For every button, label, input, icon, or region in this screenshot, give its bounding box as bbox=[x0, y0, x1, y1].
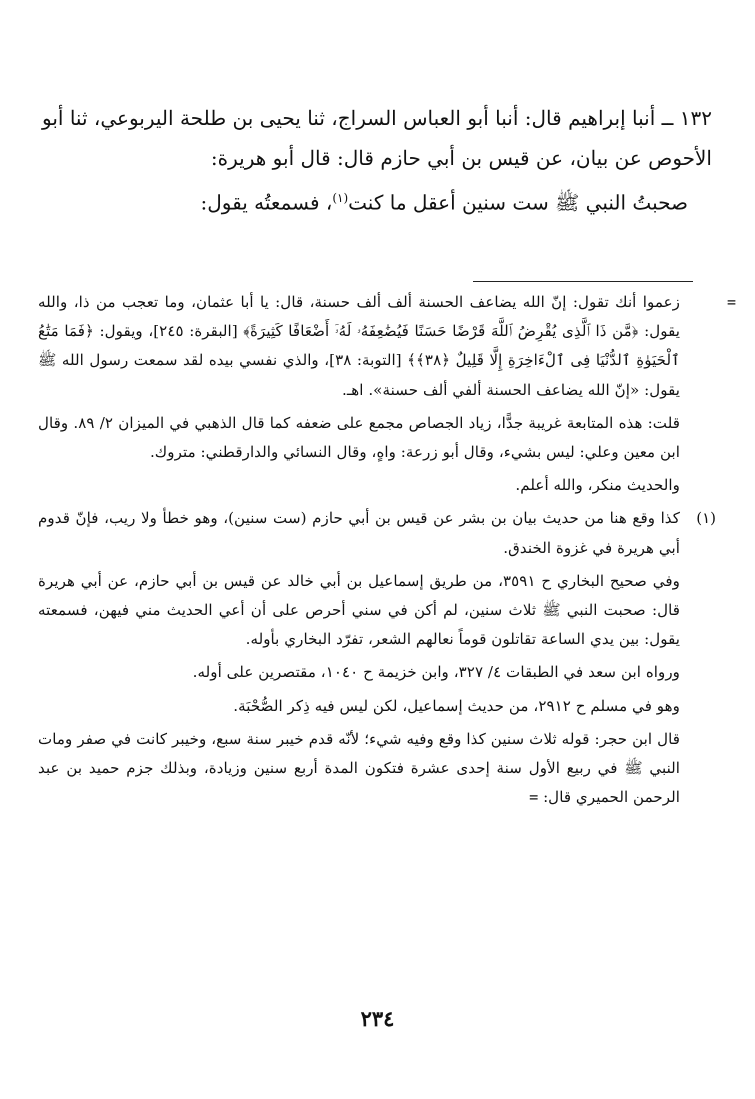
footnote-paragraph: كذا وقع هنا من حديث بيان بن بشر عن قيس بن أبي حازم (ست سنين)، وهو خطأ ولا ريب، فإنّ قدوم أبي هريرة في غزوة الخندق. bbox=[38, 509, 680, 557]
footnote-paragraph bbox=[38, 725, 680, 813]
footnote-1 bbox=[36, 504, 716, 812]
footnote-paragraph: ورواه ابن سعد في الطبقات ٤/ ٣٢٧، وابن خزيمة ح ١٠٤٠، مقتصرين على أوله. bbox=[192, 663, 680, 682]
matn-text: صحبتُ النبي ﷺ ست سنين أعقل ما كنت bbox=[348, 190, 688, 215]
footnote-reference: (١) bbox=[332, 191, 349, 205]
matn-text-continued: ، فسمعتُه يقول: bbox=[200, 190, 333, 215]
footnote-paragraph: وفي صحيح البخاري ح ٣٥٩١، من طريق إسماعيل بن أبي خالد عن قيس بن أبي حازم، عن أبي هريرة قال: صحبت النبي ﷺ ثلاث سنين، لم أكن في سني أحرص على أن أعي الحديث مني فيهن، فسمعته يقول: بين يدي الساعة تقاتلون قوماً نعالهم الشعر، تفرّد البخاري بأوله. bbox=[38, 571, 680, 649]
footnote-continuation bbox=[36, 288, 736, 500]
footnotes bbox=[36, 288, 736, 816]
footnote-paragraph: زعموا أنك تقول: إنّ الله يضاعف الحسنة ألف ألف حسنة، قال: يا أبا عثمان، وما تعجب من ذا، والله يقول: ﴿مَّن ذَا ٱلَّذِى يُقْرِضُ ٱللَّهَ قَرْضًا حَسَنًا فَيُضَٰعِفَهُۥ لَهُۥٓ أَضْعَافًا كَثِيرَةً﴾ [البقرة: ٢٤٥]، ويقول: ﴿فَمَا مَتَٰعُ ٱلْحَيَوٰةِ ٱلدُّنْيَا فِى ٱلْءَاخِرَةِ إِلَّا قَلِيلٌ ﴿٣٨﴾﴾ [التوبة: ٣٨]، والذي نفسي بيده لقد سمعت رسول الله ﷺ يقول: «إنّ الله يضاعف الحسنة ألفي ألف حسنة». اهـ. bbox=[38, 293, 681, 399]
hadith-isnad: ١٣٢ ــ أنبا إبراهيم قال: أنبا أبو العباس السراج، ثنا يحيى بن طلحة اليربوعي، ثنا أبو الأحوص عن بيان، عن قيس بن أبي حازم قال: قال أبو هريرة: bbox=[42, 106, 712, 170]
footnote-paragraph-text: قال ابن حجر: قوله ثلاث سنين كذا وقع وفيه شيء؛ لأنّه قدم خيبر سنة سبع، وخيبر كانت في صفر ومات النبي ﷺ في ربيع الأول سنة إحدى عشرة فتكون المدة أربع سنين وزيادة، وبذلك جزم حميد بن عبد الرحمن الحميري قال: bbox=[38, 729, 680, 807]
page-number: ٢٣٤ bbox=[360, 1006, 395, 1031]
hadith-matn bbox=[42, 178, 712, 223]
continuation-marker-end: = bbox=[529, 788, 539, 807]
continuation-marker: = bbox=[726, 293, 736, 311]
main-text bbox=[42, 98, 712, 223]
footnote-paragraph: قلت: هذه المتابعة غريبة جدًّا، زياد الجصاص مجمع على ضعفه كما قال الذهبي في الميزان ٢/ ٨٩. وقال ابن معين وعلي: ليس بشيء، وقال أبو زرعة: واهٍ، وقال النسائي والدارقطني: متروك. bbox=[38, 413, 680, 462]
footnote-separator bbox=[473, 281, 693, 282]
footnote-number: (١) bbox=[696, 509, 716, 528]
footnote-paragraph: وهو في مسلم ح ٢٩١٢، من حديث إسماعيل، لكن ليس فيه ذِكر الصُّحْبَة. bbox=[233, 696, 680, 715]
footnote-paragraph: والحديث منكر، والله أعلم. bbox=[515, 476, 680, 495]
